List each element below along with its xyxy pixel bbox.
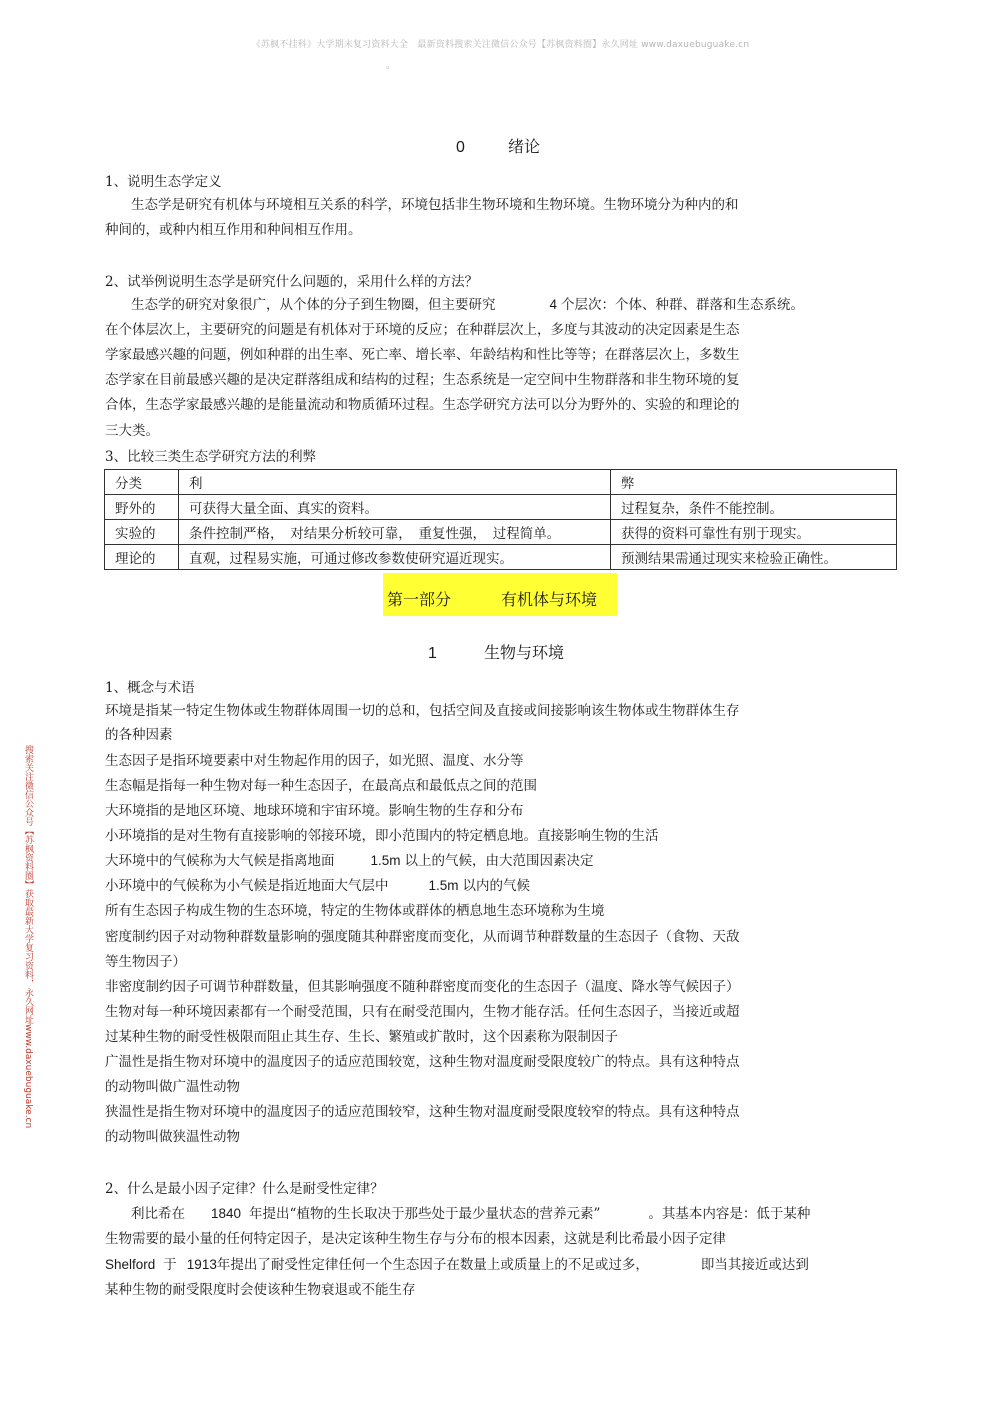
chapter-title [428,640,564,663]
term-line: 生物对每一种环境因素都有一个耐受范围，只有在耐受范围内，生物才能存活。任何生态因子，当接近或超 [105,1004,740,1020]
term-line: 的动物叫做狭温性动物 [105,1129,240,1145]
table-cell: 实验的 [105,520,179,545]
paragraph-line: Shelford 于 1913年提出了耐受性定律任何一个生态因子在数量上或质量上的不足或过多， 即当其接近或达到 [105,1257,809,1273]
table-row [105,495,897,520]
paragraph-line: 在个体层次上，主要研究的问题是有机体对于环境的反应；在种群层次上，多度与其波动的决定因素是生态 [105,322,740,338]
intro-question-2: 2、试举例说明生态学是研究什么问题的，采用什么样的方法？ [105,274,479,290]
term-line: 生态因子是指环境要素中对生物起作用的因子，如光照、温度、水分等 [105,753,524,769]
table-header-cell: 弊 [611,470,897,495]
paragraph-line: 某种生物的耐受限度时会使该种生物衰退或不能生存 [105,1282,416,1298]
paragraph-line: 合体，生态学家最感兴趣的是能量流动和物质循环过程。生态学研究方法可以分为野外的、实验的和理论的 [105,397,740,413]
table-row [105,520,897,545]
term-line: 生态幅是指每一种生物对每一种生态因子，在最高点和最低点之间的范围 [105,778,537,794]
term-line: 过某种生物的耐受性极限而阻止其生存、生长、繁殖或扩散时，这个因素称为限制因子 [105,1029,618,1045]
term-line: 的各种因素 [105,727,173,743]
table-cell: 理论的 [105,545,179,570]
table-header-cell: 利 [179,470,611,495]
table-header-row [105,470,897,495]
table-cell: 野外的 [105,495,179,520]
term-line: 小环境中的气候称为小气候是指近地面大气层中 1.5m 以内的气候 [105,878,531,894]
table-cell: 预测结果需通过现实来检验正确性。 [611,545,897,570]
term-line: 的动物叫做广温性动物 [105,1079,240,1095]
paragraph-line: 三大类。 [105,423,159,439]
side-watermark-note: 搜索关注微信公众号【苏枫资料圈】获取最新大学复习资料，永久网址www.daxuebuguake.cn [23,745,33,1129]
table-header-cell: 分类 [105,470,179,495]
paragraph-line: 学家最感兴趣的问题，例如种群的出生率、死亡率、增长率、年龄结构和性比等等；在群落层次上，多数生 [105,347,740,363]
term-line: 大环境指的是地区环境、地球环境和宇宙环境。影响生物的生存和分布 [105,803,524,819]
paragraph-line: 生物需要的最小量的任何特定因子，是决定该种生物生存与分布的根本因素，这就是利比希最小因子定律 [105,1231,726,1247]
table-cell: 获得的资料可靠性有别于现实。 [611,520,897,545]
term-line: 密度制约因子对动物种群数量影响的强度随其种群密度而变化，从而调节种群数量的生态因子（食物、天敌 [105,929,740,945]
term-line: 非密度制约因子可调节种群数量，但其影响强度不随种群密度而变化的生态因子（温度、降水等气候因子） [105,979,740,995]
table-cell: 可获得大量全面、真实的资料。 [179,495,611,520]
table-cell: 直观，过程易实施，可通过修改参数使研究逼近现实。 [179,545,611,570]
chapter-question-1: 1、概念与术语 [105,680,195,696]
table-cell: 条件控制严格， 对结果分析较可靠， 重复性强， 过程简单。 [179,520,611,545]
paragraph-line: 种间的，或种内相互作用和种间相互作用。 [105,222,362,238]
chapter-number: 1 [428,645,437,662]
term-line: 所有生态因子构成生物的生态环境，特定的生物体或群体的栖息地生态环境称为生境 [105,903,605,919]
part-heading-highlight [383,573,617,616]
term-line: 环境是指某一特定生物体或生物群体周围一切的总和，包括空间及直接或间接影响该生物体或生物群体生存 [105,703,740,719]
header-watermark-note: 《苏枫不挂科》大学期末复习资料大全 最新资料搜索关注微信公众号【苏枫资料圈】永久网址 www.daxuebuguake.cn [251,40,750,50]
paragraph-line: 态学家在目前最感兴趣的是决定群落组成和结构的过程；生态系统是一定空间中生物群落和非生物环境的复 [105,372,740,388]
paragraph-line: 利比希在 1840 年提出“植物的生长取决于那些处于最少量状态的营养元素” 。其基本内容是：低于某种 [131,1206,811,1222]
intro-number: 0 [456,139,465,156]
paragraph-line: 生态学是研究有机体与环境相互关系的科学，环境包括非生物环境和生物环境。生物环境分为种内的和 [131,197,739,213]
chapter-title-text: 生物与环境 [484,643,565,662]
table-cell: 过程复杂，条件不能控制。 [611,495,897,520]
term-line: 大环境中的气候称为大气候是指离地面 1.5m 以上的气候，由大范围因素决定 [105,853,594,869]
intro-question-3: 3、比较三类生态学研究方法的利弊 [105,449,317,465]
term-line: 小环境指的是对生物有直接影响的邻接环境，即小范围内的特定栖息地。直接影响生物的生活 [105,828,659,844]
intro-title-text: 绪论 [508,137,541,156]
part-label: 第一部分 [387,590,452,609]
term-line: 广温性是指生物对环境中的温度因子的适应范围较宽，这种生物对温度耐受限度较广的特点。具有这种特点 [105,1054,740,1070]
paragraph-line: 生态学的研究对象很广，从个体的分子到生物圈，但主要研究 4 个层次：个体、种群、群落和生态系统。 [131,297,805,313]
intro-title [456,134,540,157]
comparison-table [104,469,897,570]
term-line: 等生物因子） [105,954,186,970]
part-title: 有机体与环境 [501,590,598,609]
header-dot: 。 [386,61,396,71]
term-line: 狭温性是指生物对环境中的温度因子的适应范围较窄，这种生物对温度耐受限度较窄的特点。具有这种特点 [105,1104,740,1120]
intro-question-1: 1、说明生态学定义 [105,174,222,190]
chapter-question-2: 2、什么是最小因子定律？什么是耐受性定律？ [105,1181,384,1197]
table-row [105,545,897,570]
